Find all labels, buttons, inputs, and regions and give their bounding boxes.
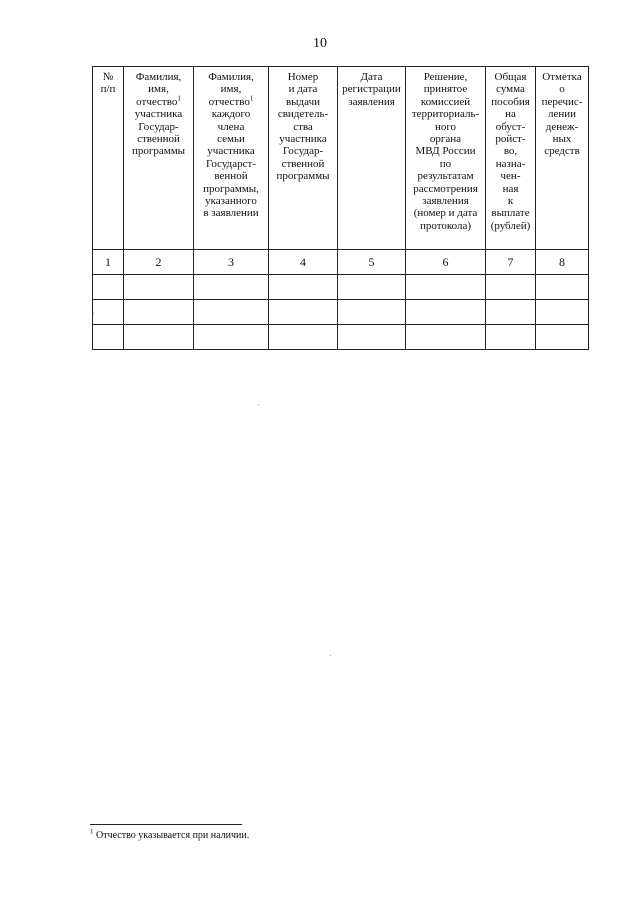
column-header-2 — [124, 67, 194, 250]
column-header-line — [270, 121, 336, 133]
column-header-3 — [194, 67, 269, 250]
column-header-text: члена — [217, 120, 245, 133]
column-header-line — [407, 71, 484, 83]
table-cell — [536, 275, 589, 300]
table-cell — [93, 275, 124, 300]
column-header-line — [125, 145, 192, 157]
column-header-text: № — [102, 71, 114, 83]
column-header-text: Государ- — [282, 145, 324, 158]
column-number-row — [93, 250, 589, 275]
column-header-line — [339, 96, 404, 108]
column-header-line — [537, 83, 587, 95]
table-cell — [124, 300, 194, 325]
table-cell — [338, 325, 406, 350]
column-header-text: Номер — [287, 71, 319, 83]
table-cell — [124, 275, 194, 300]
column-header-line — [270, 133, 336, 145]
table-row — [93, 325, 589, 350]
column-header-line — [487, 96, 534, 108]
column-header-line — [487, 121, 534, 133]
column-header-line — [195, 96, 267, 108]
column-header-line — [537, 96, 587, 108]
column-header-line — [270, 145, 336, 157]
column-header-text: обуст- — [495, 120, 526, 133]
table-cell — [486, 325, 536, 350]
column-header-text: ственной — [137, 133, 180, 146]
table-cell — [406, 300, 486, 325]
column-header-line — [195, 83, 267, 95]
column-header-line — [339, 83, 404, 95]
column-header-text: участника — [134, 108, 183, 121]
column-header-line — [125, 133, 192, 145]
column-header-line — [407, 145, 484, 157]
column-header-text: свидетель- — [277, 108, 329, 121]
table-cell — [406, 325, 486, 350]
column-header-6 — [406, 67, 486, 250]
scan-speck — [258, 404, 259, 405]
column-header-text: регистрации — [342, 83, 401, 96]
table-cell — [194, 275, 269, 300]
column-number-cell: 1 — [93, 250, 124, 275]
column-header-line — [195, 133, 267, 145]
column-header-line — [537, 108, 587, 120]
column-header-line — [407, 195, 484, 207]
column-header-text: Дата — [360, 71, 383, 83]
column-header-line — [195, 145, 267, 157]
footnote-mark: 1 — [90, 827, 94, 836]
column-header-text: ройст- — [495, 133, 526, 146]
footnote-reference-mark: 1 — [249, 94, 254, 103]
column-header-line — [537, 71, 587, 83]
column-header-text: денеж- — [545, 120, 579, 133]
table-cell — [93, 300, 124, 325]
column-header-line — [487, 207, 534, 219]
table-cell — [406, 275, 486, 300]
column-header-text: назна- — [495, 157, 526, 170]
footnote-reference-mark: 1 — [177, 94, 181, 103]
column-header-line — [270, 71, 336, 83]
column-header-text: перечис- — [541, 95, 583, 108]
table-row — [93, 275, 589, 300]
column-header-text: во, — [503, 145, 518, 158]
column-header-line — [407, 170, 484, 182]
column-header-text: участника — [279, 133, 327, 146]
column-header-4 — [269, 67, 338, 250]
column-header-line — [339, 71, 404, 83]
column-header-line — [270, 108, 336, 120]
column-header-line — [407, 96, 484, 108]
column-header-line — [407, 158, 484, 170]
column-header-text: выплате — [491, 207, 530, 220]
table-cell — [338, 275, 406, 300]
column-header-text: Отметка — [542, 71, 582, 83]
column-header-line — [195, 183, 267, 195]
table-cell — [486, 300, 536, 325]
footnote-text: Отчество указывается при наличии. — [96, 830, 250, 841]
column-header-text: п/п — [100, 83, 116, 96]
column-header-text: Фамилия, — [208, 71, 254, 83]
column-header-line — [195, 195, 267, 207]
column-header-line — [195, 121, 267, 133]
table-cell — [536, 325, 589, 350]
column-header-text: отчество — [208, 95, 250, 108]
column-header-5 — [338, 67, 406, 250]
column-header-line — [407, 220, 484, 232]
header-row — [93, 67, 589, 250]
column-header-8 — [536, 67, 589, 250]
column-header-text: ного — [434, 120, 457, 133]
table-cell — [269, 275, 338, 300]
column-header-text: рассмотрения — [413, 182, 478, 195]
column-header-text: МВД России — [415, 145, 476, 158]
column-number-cell: 7 — [486, 250, 536, 275]
column-header-line — [487, 83, 534, 95]
footnote-divider — [90, 824, 242, 825]
column-number-cell: 4 — [269, 250, 338, 275]
column-header-line — [195, 207, 267, 219]
column-header-text: комиссией — [420, 95, 471, 108]
column-header-line — [407, 207, 484, 219]
column-header-text: Решение, — [423, 71, 468, 83]
column-header-text: ная — [502, 182, 519, 195]
column-header-text: протокола) — [419, 219, 472, 232]
table-cell — [338, 300, 406, 325]
column-header-text: (номер и дата — [413, 207, 478, 220]
column-header-text: чен- — [500, 170, 521, 183]
column-header-text: венной — [214, 170, 248, 183]
column-header-text: программы — [131, 145, 186, 158]
column-header-line — [487, 158, 534, 170]
page-number: 10 — [313, 36, 327, 51]
column-header-text: Общая — [494, 71, 527, 83]
column-header-line — [195, 108, 267, 120]
column-header-line — [270, 83, 336, 95]
column-header-text: органа — [429, 133, 462, 146]
column-header-text: лении — [547, 108, 577, 121]
column-header-line — [487, 170, 534, 182]
column-header-line — [195, 158, 267, 170]
column-number-cell: 5 — [338, 250, 406, 275]
report-table — [92, 66, 589, 350]
column-header-text: Государ- — [138, 120, 179, 133]
table-cell — [194, 325, 269, 350]
column-header-text: ных — [552, 133, 572, 146]
column-header-line — [94, 83, 122, 95]
column-header-text: и дата — [288, 83, 318, 96]
table-row — [93, 300, 589, 325]
column-header-text: участника — [207, 145, 255, 158]
column-header-text: принятое — [423, 83, 468, 96]
table-cell — [269, 325, 338, 350]
column-header-line — [487, 108, 534, 120]
table-cell — [536, 300, 589, 325]
column-header-text: территориаль- — [411, 108, 480, 121]
column-number-cell: 6 — [406, 250, 486, 275]
column-header-line — [407, 83, 484, 95]
column-header-line — [487, 220, 534, 232]
column-header-line — [125, 96, 192, 108]
column-header-text: выдачи — [285, 95, 321, 108]
column-header-line — [125, 83, 192, 95]
column-number-cell: 3 — [194, 250, 269, 275]
column-number-cell: 2 — [124, 250, 194, 275]
scan-speck — [93, 313, 94, 314]
column-header-line — [125, 121, 192, 133]
column-header-line — [195, 170, 267, 182]
column-header-text: каждого — [211, 108, 251, 121]
column-header-7 — [486, 67, 536, 250]
column-header-text: программы, — [203, 182, 259, 195]
column-header-line — [407, 133, 484, 145]
column-header-line — [125, 108, 192, 120]
column-header-line — [407, 108, 484, 120]
table-cell — [93, 325, 124, 350]
table-cell — [194, 300, 269, 325]
column-header-line — [270, 96, 336, 108]
column-header-text: пособия — [491, 95, 530, 108]
column-header-line — [487, 183, 534, 195]
column-header-text: заявления — [422, 195, 469, 208]
column-header-text: отчество — [136, 95, 178, 108]
column-header-text: семьи — [217, 133, 245, 146]
column-header-text: имя, — [220, 83, 242, 96]
table-cell — [486, 275, 536, 300]
column-header-line — [487, 133, 534, 145]
column-header-line — [407, 121, 484, 133]
blank-rows — [93, 275, 589, 350]
column-header-line — [487, 145, 534, 157]
column-header-line — [125, 71, 192, 83]
column-header-line — [195, 71, 267, 83]
column-header-text: имя, — [148, 83, 169, 96]
footnote — [90, 827, 250, 841]
column-number-cell: 8 — [536, 250, 589, 275]
column-header-text: к — [507, 195, 514, 208]
table-cell — [124, 325, 194, 350]
column-header-text: (рублей) — [490, 219, 531, 232]
column-header-text: Фамилия, — [135, 71, 182, 83]
column-header-text: на — [505, 108, 516, 121]
column-header-1 — [93, 67, 124, 250]
column-header-line — [407, 183, 484, 195]
table-cell — [269, 300, 338, 325]
column-header-line — [487, 195, 534, 207]
column-header-text: результатам — [417, 170, 474, 183]
column-header-line — [94, 71, 122, 83]
column-header-text: средств — [544, 145, 580, 158]
column-header-text: заявления — [348, 95, 395, 108]
column-header-text: программы — [276, 170, 330, 183]
column-header-line — [487, 71, 534, 83]
column-header-text: Государст- — [205, 157, 257, 170]
column-header-line — [270, 170, 336, 182]
column-header-line — [537, 121, 587, 133]
column-header-text: по — [439, 157, 452, 170]
column-header-line — [537, 133, 587, 145]
column-header-text: сумма — [496, 83, 525, 96]
column-header-text: указанного — [205, 195, 257, 208]
scan-speck — [330, 655, 331, 656]
column-header-line — [270, 158, 336, 170]
column-header-text: ственной — [281, 157, 325, 170]
column-header-line — [537, 145, 587, 157]
column-header-text: в заявлении — [203, 207, 259, 220]
column-header-text: о — [559, 83, 565, 96]
column-header-text: ства — [293, 120, 313, 133]
